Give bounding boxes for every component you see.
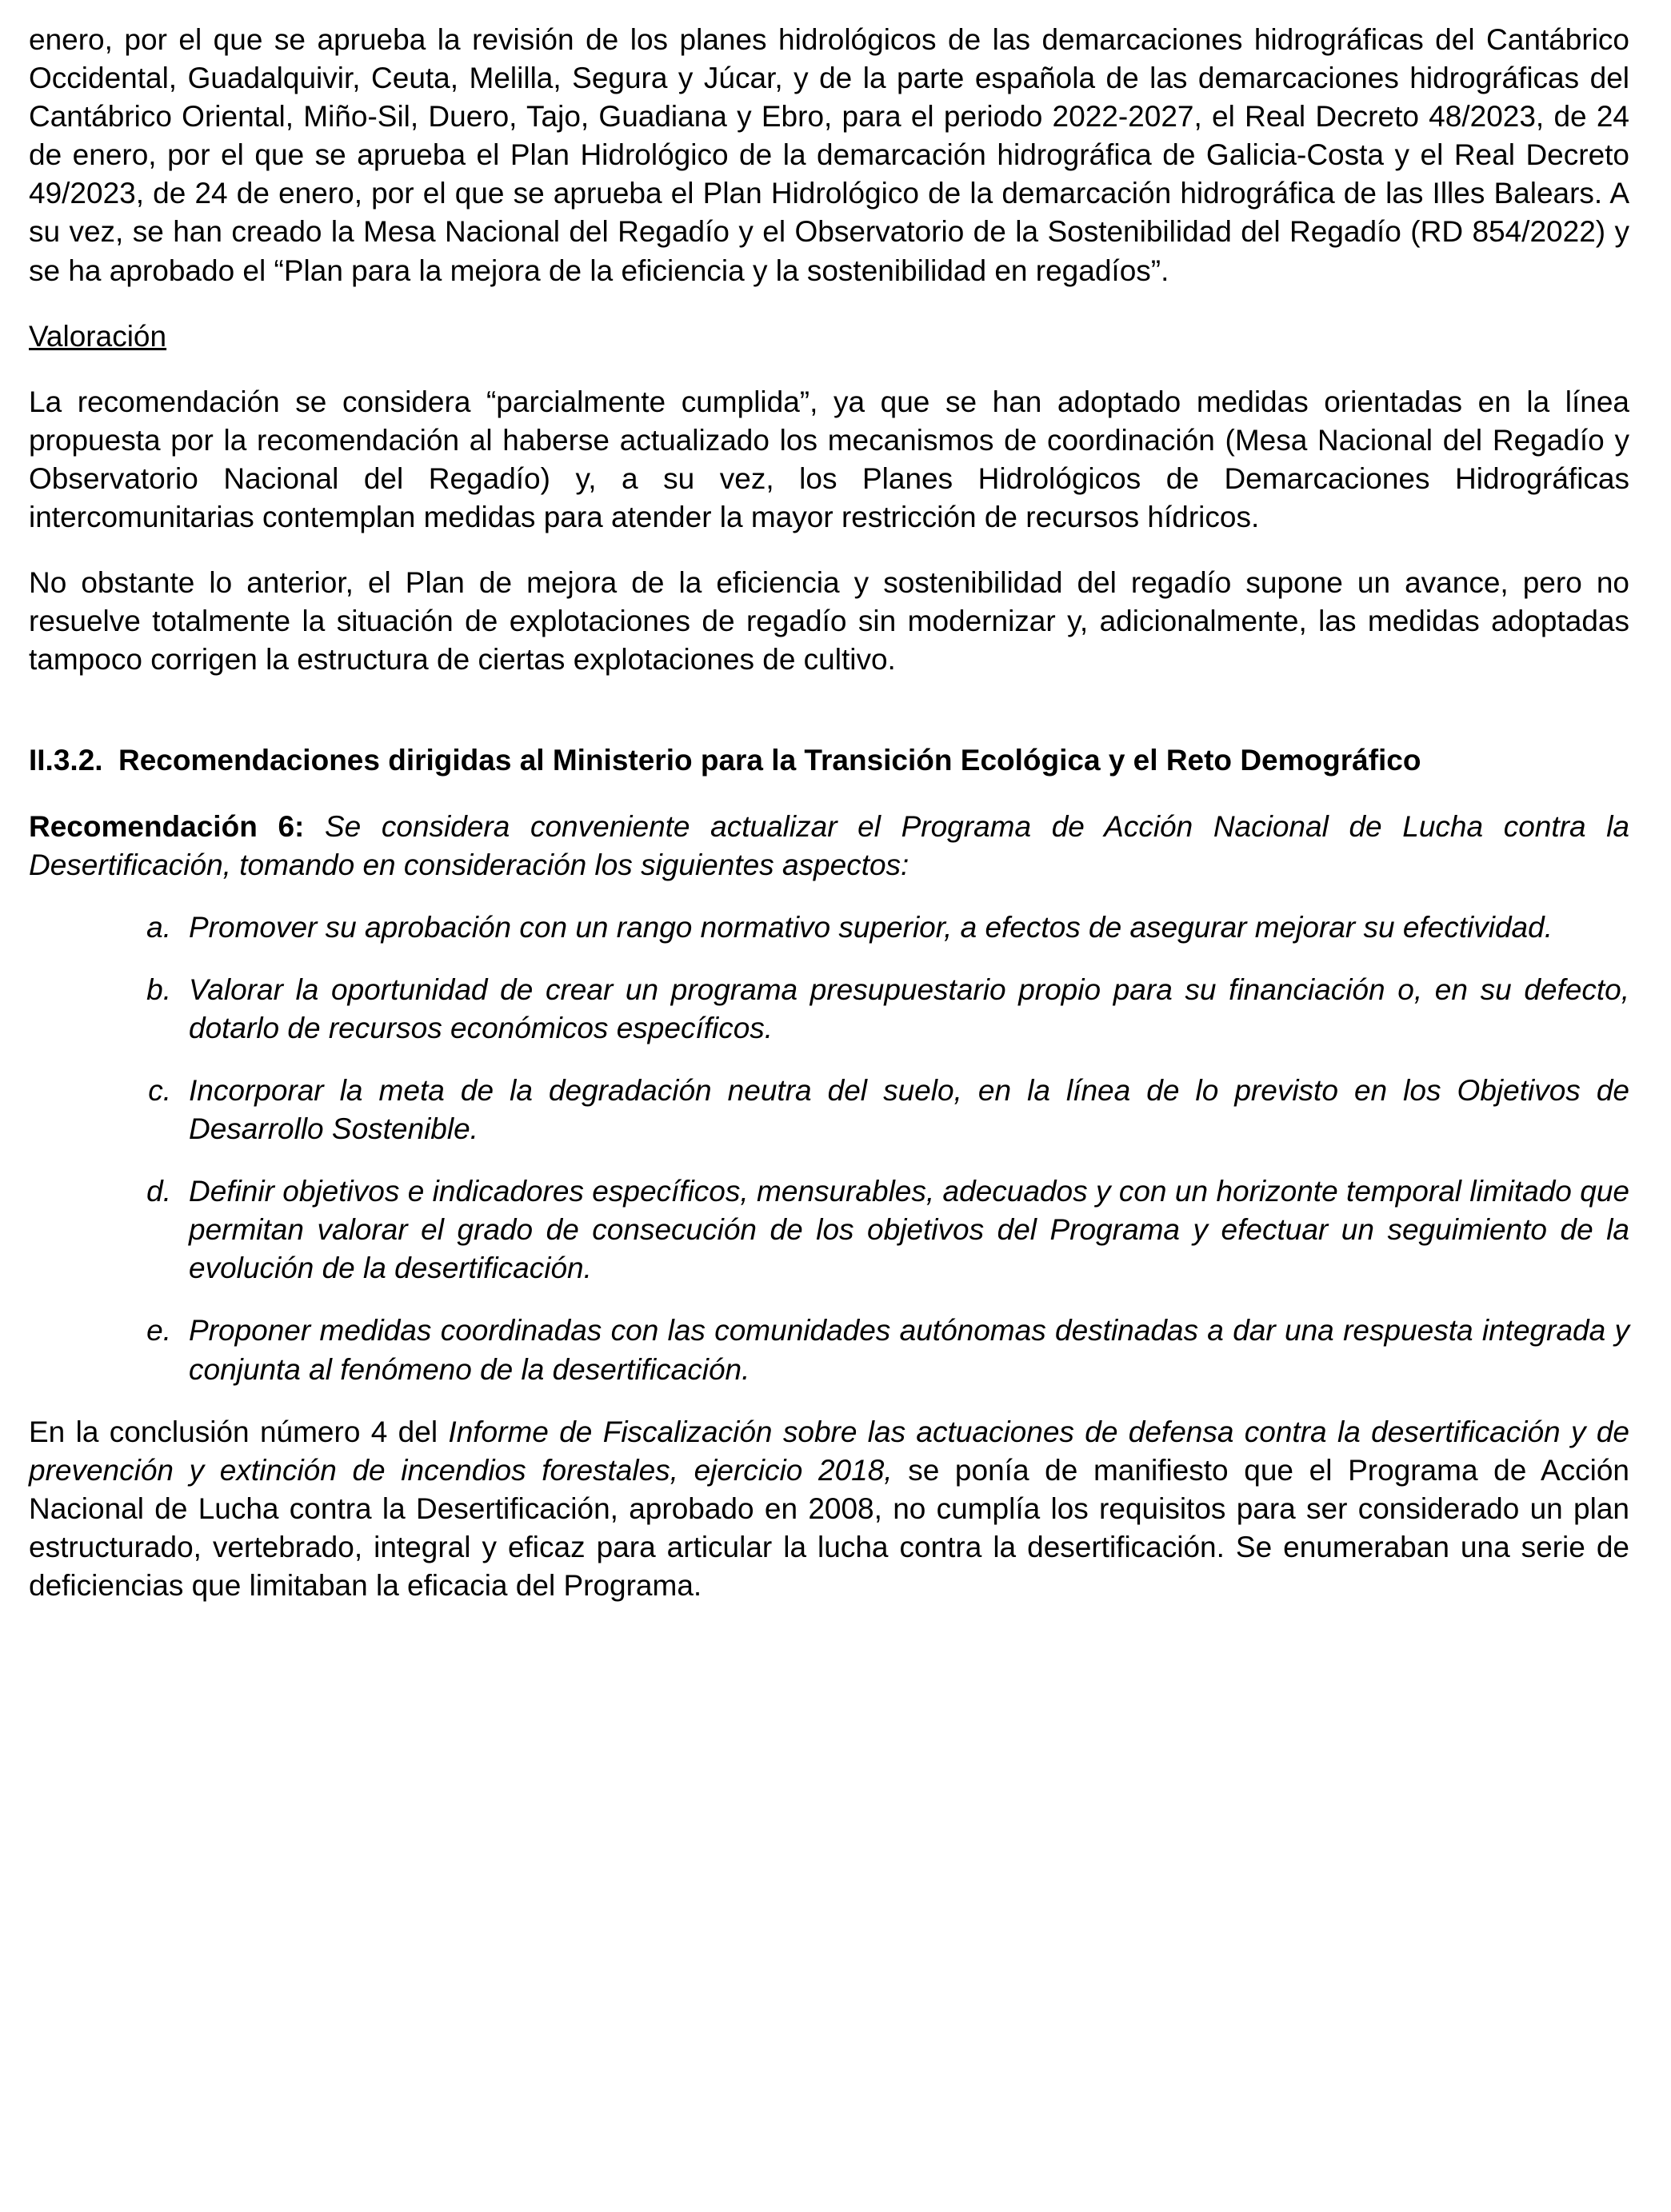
closing-part2: se ponía de manifiesto que el Programa de Acción Nacional de Lucha contra la Desertificación, aprobado en 2008, no cumplía los requisitos para ser considerado un plan estructurado, vertebrado, integral y eficaz para articular la lucha contra la desertificación. Se enumeraban una serie de deficiencias que limitaban la eficacia del Programa. (29, 1453, 1630, 1602)
closing-part1: En la conclusión número 4 del (29, 1415, 449, 1448)
list-item-marker: c. (148, 1073, 171, 1107)
list-item-marker: a. (146, 910, 171, 944)
list-item-text: Promover su aprobación con un rango normativo superior, a efectos de asegurar mejorar su efectividad. (189, 910, 1553, 944)
list-item (29, 1072, 1629, 1148)
list-item (29, 1312, 1629, 1388)
paragraph-valoracion-2: No obstante lo anterior, el Plan de mejora de la eficiencia y sostenibilidad del regadío supone un avance, pero no resuelve totalmente la situación de explotaciones de regadío sin modernizar y, adicionalmente, las medidas adoptadas tampoco corrigen la estructura de ciertas explotaciones de cultivo. (29, 566, 1629, 677)
list-item-text: Definir objetivos e indicadores específicos, mensurables, adecuados y con un horizonte temporal limitado que permitan valorar el grado de consecución de los objetivos del Programa y efectuar un seguimiento de la evolución de la desertificación. (189, 1175, 1629, 1285)
paragraph-valoracion-1: La recomendación se considera “parcialmente cumplida”, ya que se han adoptado medidas orientadas en la línea propuesta por la recomendación al haberse actualizado los mecanismos de coordinación (Mesa Nacional del Regadío y Observatorio Nacional del Regadío) y, a su vez, los Planes Hidrológicos de Demarcaciones Hidrográficas intercomunitarias contemplan medidas para atender la mayor restricción de recursos hídricos. (29, 385, 1629, 534)
recommendation-intro (29, 808, 1629, 884)
paragraph-intro: enero, por el que se aprueba la revisión de los planes hidrológicos de las demarcaciones hidrográficas del Cantábrico Occidental, Guadalquivir, Ceuta, Melilla, Segura y Júcar, y de la parte española de las demarcaciones hidrográficas del Cantábrico Oriental, Miño-Sil, Duero, Tajo, Guadiana y Ebro, para el periodo 2022-2027, el Real Decreto 48/2023, de 24 de enero, por el que se aprueba el Plan Hidrológico de la demarcación hidrográfica de Galicia-Costa y el Real Decreto 49/2023, de 24 de enero, por el que se aprueba el Plan Hidrológico de la demarcación hidrográfica de las Illes Balears. A su vez, se han creado la Mesa Nacional del Regadío y el Observatorio de la Sostenibilidad del Regadío (RD 854/2022) y se ha aprobado el “Plan para la mejora de la eficiencia y la sostenibilidad en regadíos”. (29, 23, 1629, 287)
recommendation-list (29, 908, 1629, 1389)
list-item (29, 971, 1629, 1048)
recommendation-text: Se considera conveniente actualizar el Programa de Acción Nacional de Lucha contra la Desertificación, tomando en consideración los siguientes aspectos: (29, 809, 1629, 881)
list-item-text: Proponer medidas coordinadas con las comunidades autónomas destinadas a dar una respuesta integrada y conjunta al fenómeno de la desertificación. (189, 1314, 1629, 1386)
paragraph-closing (29, 1413, 1629, 1605)
section-spacer (29, 706, 1629, 741)
section-number: II.3.2. (29, 744, 103, 777)
recommendation-label: Recomendación 6: (29, 809, 305, 843)
heading-valoracion: Valoración (29, 319, 167, 353)
list-item-marker: b. (146, 972, 171, 1006)
list-item-marker: e. (146, 1314, 171, 1348)
list-item (29, 908, 1629, 947)
list-item-marker: d. (146, 1175, 171, 1208)
section-heading (29, 741, 1629, 780)
closing-italic: Informe de Fiscalización sobre las actuaciones de defensa contra la desertificación y de prevención y extinción de incendios forestales, ejercicio 2018, (29, 1415, 1629, 1487)
list-item (29, 1172, 1629, 1288)
section-title: Recomendaciones dirigidas al Ministerio para la Transición Ecológica y el Reto Demográfico (118, 744, 1421, 777)
list-item-text: Incorporar la meta de la degradación neutra del suelo, en la línea de lo previsto en los Objetivos de Desarrollo Sostenible. (189, 1073, 1629, 1146)
list-item-text: Valorar la oportunidad de crear un programa presupuestario propio para su financiación o, en su defecto, dotarlo de recursos económicos específicos. (189, 972, 1629, 1044)
